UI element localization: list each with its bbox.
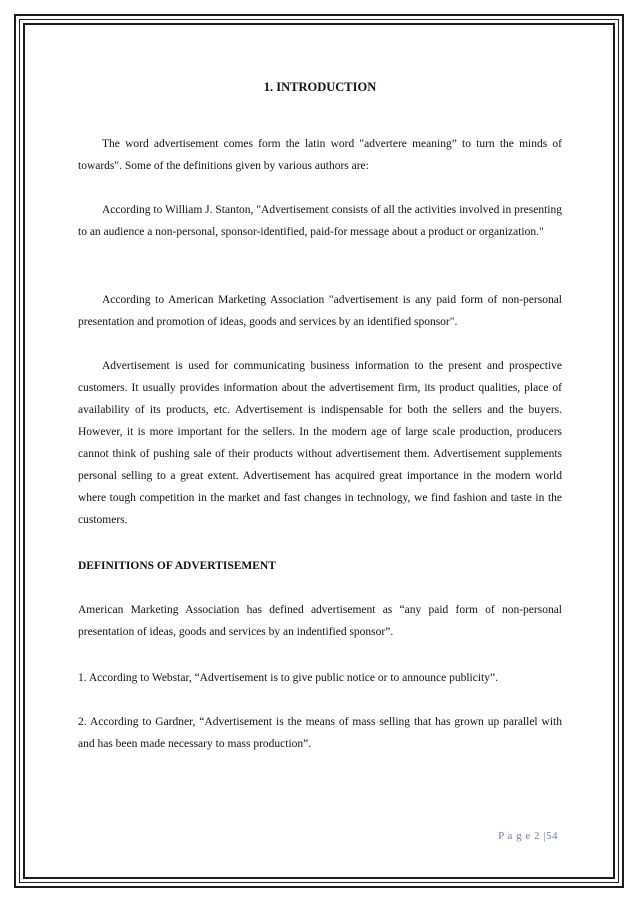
definitions-heading: DEFINITIONS OF ADVERTISEMENT bbox=[78, 560, 276, 572]
section-title: 1. INTRODUCTION bbox=[263, 80, 377, 94]
page-footer bbox=[498, 830, 558, 842]
intro-paragraph-4: Advertisement is used for communicating business information to the present and prospective customers. It usually provides information about the advertisement firm, its product qualities, place of availability of its products, etc. Advertisement is indispensable for both the sellers and the buyers. However, it is more important for the sellers. In the modern age of large scale production, producers cannot think of pushing sale of their products without advertisement them. Advertisement supplements personal selling to a great extent. Advertisement has acquired great importance in the modern world where tough competition in the market and fast changes in technology, we find fashion and taste in the customers. bbox=[78, 360, 562, 526]
intro-paragraph-1: The word advertisement comes form the latin word "advertere meaning” to turn the minds of towards". Some of the definitions given by various authors are: bbox=[78, 138, 562, 172]
definition-gardner: 2. According to Gardner, “Advertisement is the means of mass selling that has grown up parallel with and has been made necessary to mass production”. bbox=[78, 716, 562, 750]
intro-paragraph-2: According to William J. Stanton, "Advertisement consists of all the activities involved in presenting to an audience a non-personal, sponsor-identified, paid-for message about a product or organization." bbox=[78, 204, 562, 238]
definition-ama: American Marketing Association has defined advertisement as “any paid form of non-personal presentation of ideas, goods and services by an indentified sponsor”. bbox=[78, 604, 562, 638]
intro-paragraph-3: According to American Marketing Association "advertisement is any paid form of non-personal presentation and promotion of ideas, goods and services by an identified sponsor". bbox=[78, 294, 562, 328]
page-number: 2 |54 bbox=[534, 830, 558, 842]
definition-webstar: 1. According to Webstar, “Advertisement is to give public notice or to announce publicity”. bbox=[78, 672, 498, 684]
page-label: P a g e bbox=[498, 830, 531, 842]
